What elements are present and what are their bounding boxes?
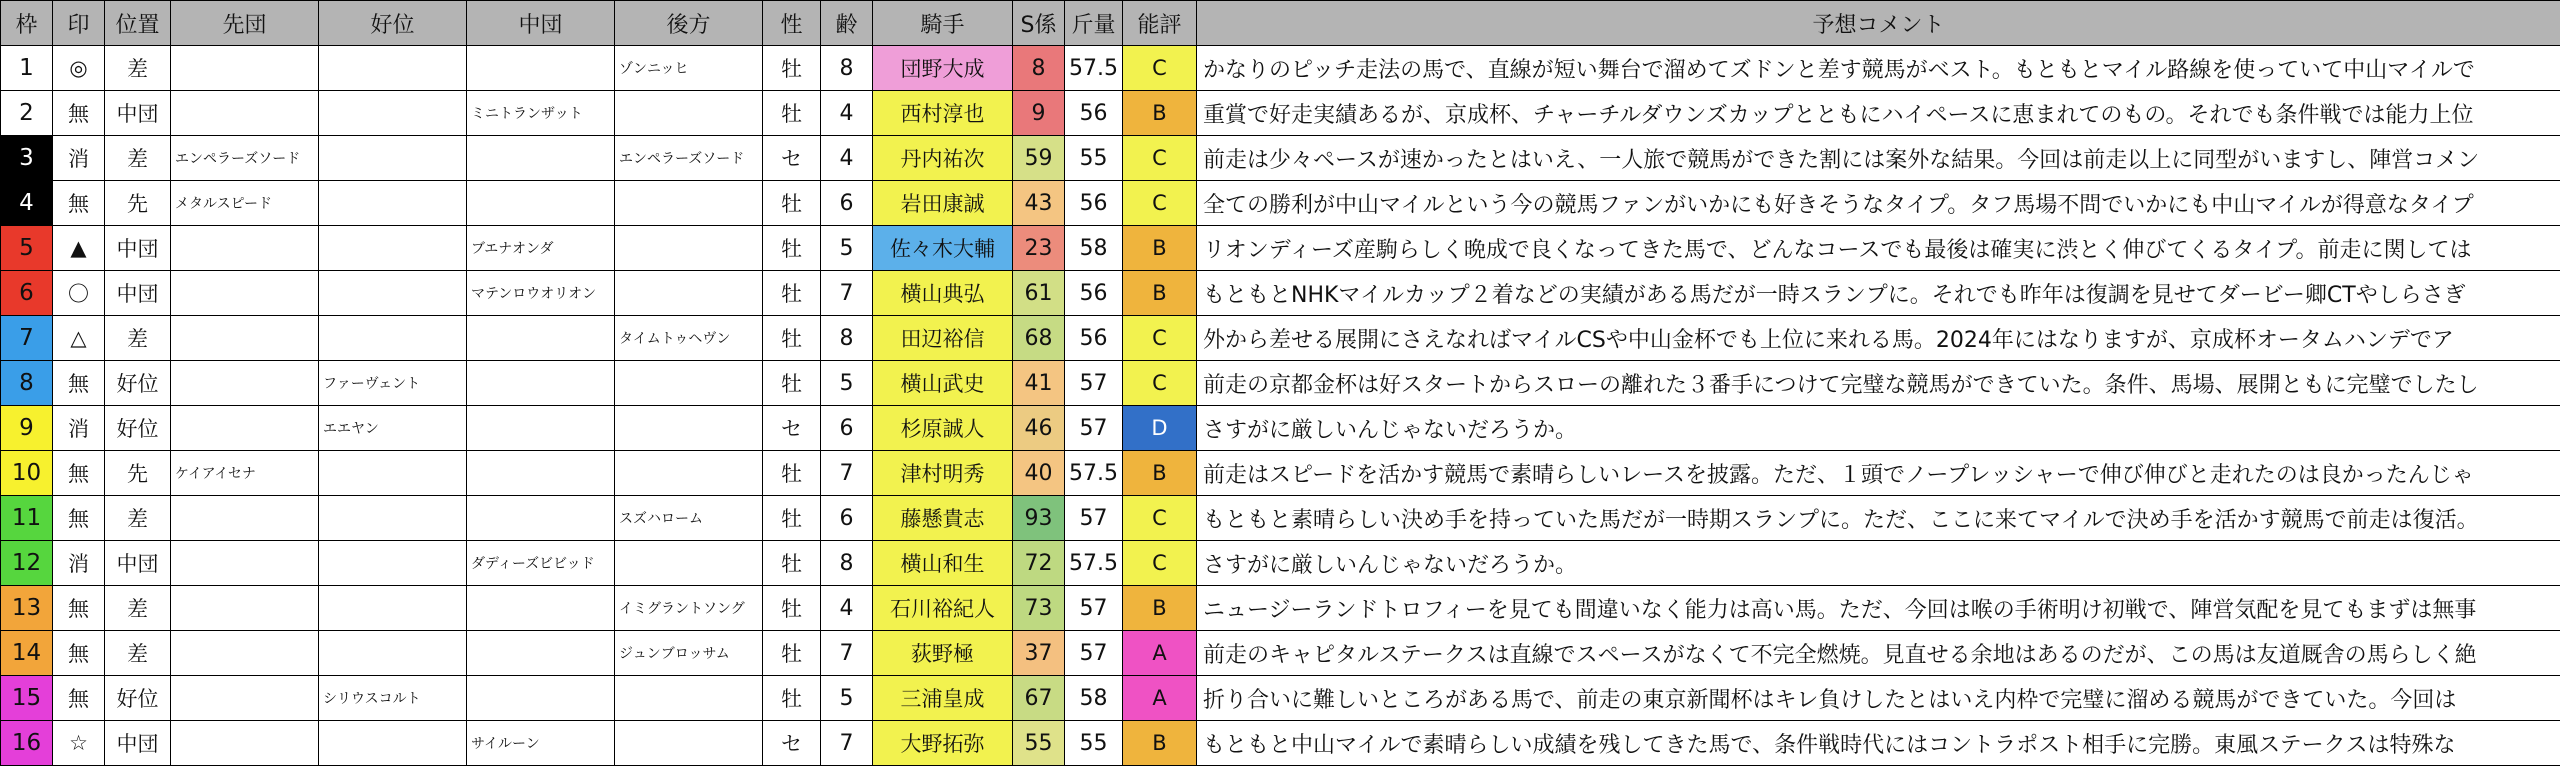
chudan-cell [467, 361, 615, 406]
rank-cell: A [1123, 676, 1197, 721]
koui-cell [319, 586, 467, 631]
koui-cell [319, 226, 467, 271]
sendan-cell: メタルスピード [171, 181, 319, 226]
sendan-cell [171, 46, 319, 91]
kouho-cell [615, 361, 763, 406]
s-score-cell: 59 [1013, 136, 1065, 181]
waku-cell: 7 [1, 316, 53, 361]
chudan-cell: サイルーン [467, 721, 615, 766]
rank-cell: B [1123, 226, 1197, 271]
position-cell: 差 [105, 496, 171, 541]
mark-cell: 消 [53, 541, 105, 586]
comment-cell: 前走の京都金杯は好スタートからスローの離れた３番手につけて完璧な競馬ができていた。条件、馬場、展開ともに完璧でしたし [1197, 361, 2560, 406]
waku-cell: 1 [1, 46, 53, 91]
sex-cell: 牡 [763, 676, 821, 721]
comment-cell: さすがに厳しいんじゃないだろうか。 [1197, 406, 2560, 451]
age-cell: 6 [821, 181, 873, 226]
kouho-cell [615, 181, 763, 226]
koui-cell [319, 271, 467, 316]
koui-cell: エエヤン [319, 406, 467, 451]
waku-cell: 4 [1, 181, 53, 226]
koui-cell [319, 181, 467, 226]
sex-cell: 牡 [763, 181, 821, 226]
kouho-cell: ジュンブロッサム [615, 631, 763, 676]
rank-cell: B [1123, 271, 1197, 316]
column-header: S係 [1013, 1, 1065, 46]
rank-cell: B [1123, 451, 1197, 496]
chudan-cell: マテンロウオリオン [467, 271, 615, 316]
chudan-cell [467, 451, 615, 496]
weight-cell: 57 [1065, 406, 1123, 451]
sex-cell: セ [763, 136, 821, 181]
position-cell: 中団 [105, 541, 171, 586]
comment-cell: ニュージーランドトロフィーを見ても間違いなく能力は高い馬。ただ、今回は喉の手術明け初戦で、陣営気配を見てもまずは無事 [1197, 586, 2560, 631]
kouho-cell [615, 226, 763, 271]
waku-cell: 13 [1, 586, 53, 631]
kouho-cell [615, 271, 763, 316]
weight-cell: 57 [1065, 631, 1123, 676]
weight-cell: 56 [1065, 181, 1123, 226]
sendan-cell [171, 541, 319, 586]
rank-cell: C [1123, 361, 1197, 406]
koui-cell [319, 631, 467, 676]
waku-cell: 2 [1, 91, 53, 136]
weight-cell: 57.5 [1065, 541, 1123, 586]
table-row [1, 586, 2560, 631]
table-row [1, 136, 2560, 181]
mark-cell: 無 [53, 181, 105, 226]
s-score-cell: 9 [1013, 91, 1065, 136]
jockey-cell: 田辺裕信 [873, 316, 1013, 361]
sex-cell: 牡 [763, 586, 821, 631]
kouho-cell: タイムトゥヘヴン [615, 316, 763, 361]
s-score-cell: 55 [1013, 721, 1065, 766]
kouho-cell [615, 91, 763, 136]
weight-cell: 55 [1065, 136, 1123, 181]
column-header: 齢 [821, 1, 873, 46]
waku-cell: 5 [1, 226, 53, 271]
jockey-cell: 大野拓弥 [873, 721, 1013, 766]
position-cell: 差 [105, 631, 171, 676]
sex-cell: 牡 [763, 271, 821, 316]
table-row [1, 226, 2560, 271]
age-cell: 6 [821, 406, 873, 451]
sendan-cell [171, 361, 319, 406]
kouho-cell [615, 541, 763, 586]
column-header: 斤量 [1065, 1, 1123, 46]
table-row [1, 271, 2560, 316]
mark-cell: ☆ [53, 721, 105, 766]
waku-cell: 15 [1, 676, 53, 721]
mark-cell: 無 [53, 361, 105, 406]
sendan-cell [171, 316, 319, 361]
table-row [1, 46, 2560, 91]
kouho-cell: エンペラーズソード [615, 136, 763, 181]
comment-cell: 前走はスピードを活かす競馬で素晴らしいレースを披露。ただ、１頭でノープレッシャーで伸び伸びと走れたのは良かったんじゃ [1197, 451, 2560, 496]
sendan-cell [171, 496, 319, 541]
koui-cell: シリウスコルト [319, 676, 467, 721]
jockey-cell: 岩田康誠 [873, 181, 1013, 226]
sex-cell: 牡 [763, 451, 821, 496]
koui-cell [319, 136, 467, 181]
chudan-cell [467, 316, 615, 361]
mark-cell: 無 [53, 91, 105, 136]
koui-cell: ファーヴェント [319, 361, 467, 406]
comment-cell: 重賞で好走実績あるが、京成杯、チャーチルダウンズカップとともにハイペースに恵まれてのもの。それでも条件戦では能力上位 [1197, 91, 2560, 136]
table-row [1, 676, 2560, 721]
sex-cell: セ [763, 406, 821, 451]
position-cell: 先 [105, 181, 171, 226]
table-row [1, 496, 2560, 541]
chudan-cell: ミニトランザット [467, 91, 615, 136]
jockey-cell: 横山典弘 [873, 271, 1013, 316]
jockey-cell: 横山武史 [873, 361, 1013, 406]
position-cell: 差 [105, 586, 171, 631]
chudan-cell [467, 586, 615, 631]
column-header: 位置 [105, 1, 171, 46]
chudan-cell [467, 46, 615, 91]
column-header: 中団 [467, 1, 615, 46]
mark-cell: 無 [53, 676, 105, 721]
chudan-cell: ブエナオンダ [467, 226, 615, 271]
jockey-cell: 丹内祐次 [873, 136, 1013, 181]
s-score-cell: 73 [1013, 586, 1065, 631]
kouho-cell [615, 451, 763, 496]
age-cell: 6 [821, 496, 873, 541]
rank-cell: C [1123, 181, 1197, 226]
jockey-cell: 津村明秀 [873, 451, 1013, 496]
mark-cell: 無 [53, 631, 105, 676]
sex-cell: 牡 [763, 631, 821, 676]
weight-cell: 58 [1065, 226, 1123, 271]
column-header: 後方 [615, 1, 763, 46]
jockey-cell: 三浦皇成 [873, 676, 1013, 721]
waku-cell: 16 [1, 721, 53, 766]
s-score-cell: 43 [1013, 181, 1065, 226]
weight-cell: 57.5 [1065, 451, 1123, 496]
kouho-cell: イミグラントソング [615, 586, 763, 631]
jockey-cell: 団野大成 [873, 46, 1013, 91]
age-cell: 4 [821, 586, 873, 631]
koui-cell [319, 316, 467, 361]
s-score-cell: 67 [1013, 676, 1065, 721]
waku-cell: 3 [1, 136, 53, 181]
position-cell: 差 [105, 46, 171, 91]
comment-cell: かなりのピッチ走法の馬で、直線が短い舞台で溜めてズドンと差す競馬がベスト。もともとマイル路線を使っていて中山マイルで [1197, 46, 2560, 91]
position-cell: 先 [105, 451, 171, 496]
rank-cell: B [1123, 721, 1197, 766]
chudan-cell [467, 631, 615, 676]
table-row [1, 451, 2560, 496]
s-score-cell: 8 [1013, 46, 1065, 91]
mark-cell: ▲ [53, 226, 105, 271]
sendan-cell [171, 676, 319, 721]
table-row [1, 316, 2560, 361]
jockey-cell: 西村淳也 [873, 91, 1013, 136]
mark-cell: 無 [53, 451, 105, 496]
position-cell: 中団 [105, 271, 171, 316]
column-header: 好位 [319, 1, 467, 46]
jockey-cell: 藤懸貴志 [873, 496, 1013, 541]
table-row [1, 541, 2560, 586]
table-body [1, 46, 2560, 766]
position-cell: 差 [105, 316, 171, 361]
s-score-cell: 72 [1013, 541, 1065, 586]
comment-cell: もともと素晴らしい決め手を持っていた馬だが一時期スランプに。ただ、ここに来てマイルで決め手を活かす競馬で前走は復活。 [1197, 496, 2560, 541]
jockey-cell: 石川裕紀人 [873, 586, 1013, 631]
age-cell: 7 [821, 631, 873, 676]
mark-cell: 消 [53, 406, 105, 451]
weight-cell: 57 [1065, 496, 1123, 541]
sendan-cell [171, 271, 319, 316]
mark-cell: 消 [53, 136, 105, 181]
s-score-cell: 93 [1013, 496, 1065, 541]
s-score-cell: 46 [1013, 406, 1065, 451]
column-header: 性 [763, 1, 821, 46]
jockey-cell: 荻野極 [873, 631, 1013, 676]
table-row [1, 181, 2560, 226]
sex-cell: 牡 [763, 226, 821, 271]
position-cell: 中団 [105, 91, 171, 136]
column-header: 騎手 [873, 1, 1013, 46]
kouho-cell: スズハローム [615, 496, 763, 541]
waku-cell: 11 [1, 496, 53, 541]
age-cell: 4 [821, 136, 873, 181]
mark-cell: 〇 [53, 271, 105, 316]
chudan-cell [467, 496, 615, 541]
comment-cell: 前走のキャピタルステークスは直線でスペースがなくて不完全燃焼。見直せる余地はあるのだが、この馬は友道厩舎の馬らしく絶 [1197, 631, 2560, 676]
koui-cell [319, 541, 467, 586]
rank-cell: B [1123, 586, 1197, 631]
sendan-cell [171, 226, 319, 271]
rank-cell: C [1123, 136, 1197, 181]
kouho-cell [615, 406, 763, 451]
sendan-cell [171, 91, 319, 136]
sendan-cell [171, 721, 319, 766]
age-cell: 8 [821, 46, 873, 91]
weight-cell: 57.5 [1065, 46, 1123, 91]
rank-cell: C [1123, 46, 1197, 91]
header-row [1, 1, 2560, 46]
position-cell: 中団 [105, 226, 171, 271]
column-header: 枠 [1, 1, 53, 46]
s-score-cell: 68 [1013, 316, 1065, 361]
age-cell: 8 [821, 541, 873, 586]
rank-cell: D [1123, 406, 1197, 451]
waku-cell: 8 [1, 361, 53, 406]
sex-cell: セ [763, 721, 821, 766]
sex-cell: 牡 [763, 46, 821, 91]
comment-cell: もともとNHKマイルカップ２着などの実績がある馬だが一時スランプに。それでも昨年は復調を見せてダービー卿CTやしらさぎ [1197, 271, 2560, 316]
mark-cell: △ [53, 316, 105, 361]
column-header: 先団 [171, 1, 319, 46]
rank-cell: C [1123, 541, 1197, 586]
weight-cell: 57 [1065, 586, 1123, 631]
sendan-cell [171, 406, 319, 451]
table-row [1, 631, 2560, 676]
position-cell: 好位 [105, 406, 171, 451]
comment-cell: 前走は少々ペースが速かったとはいえ、一人旅で競馬ができた割には案外な結果。今回は前走以上に同型がいますし、陣営コメン [1197, 136, 2560, 181]
s-score-cell: 37 [1013, 631, 1065, 676]
sendan-cell [171, 586, 319, 631]
koui-cell [319, 91, 467, 136]
sex-cell: 牡 [763, 361, 821, 406]
sex-cell: 牡 [763, 541, 821, 586]
koui-cell [319, 721, 467, 766]
kouho-cell [615, 721, 763, 766]
comment-cell: 外から差せる展開にさえなればマイルCSや中山金杯でも上位に来れる馬。2024年にはなりますが、京成杯オータムハンデでア [1197, 316, 2560, 361]
sendan-cell: ケイアイセナ [171, 451, 319, 496]
table-row [1, 91, 2560, 136]
comment-cell: 折り合いに難しいところがある馬で、前走の東京新聞杯はキレ負けしたとはいえ内枠で完璧に溜める競馬ができていた。今回は [1197, 676, 2560, 721]
age-cell: 5 [821, 361, 873, 406]
position-cell: 差 [105, 136, 171, 181]
column-header: 予想コメント [1197, 1, 2560, 46]
table-row [1, 361, 2560, 406]
kouho-cell [615, 676, 763, 721]
weight-cell: 56 [1065, 91, 1123, 136]
mark-cell: 無 [53, 586, 105, 631]
mark-cell: ◎ [53, 46, 105, 91]
position-cell: 中団 [105, 721, 171, 766]
age-cell: 4 [821, 91, 873, 136]
sendan-cell [171, 631, 319, 676]
koui-cell [319, 46, 467, 91]
weight-cell: 55 [1065, 721, 1123, 766]
sex-cell: 牡 [763, 496, 821, 541]
waku-cell: 14 [1, 631, 53, 676]
column-header: 能評 [1123, 1, 1197, 46]
age-cell: 5 [821, 676, 873, 721]
chudan-cell [467, 181, 615, 226]
table-row [1, 406, 2560, 451]
age-cell: 7 [821, 271, 873, 316]
s-score-cell: 23 [1013, 226, 1065, 271]
age-cell: 5 [821, 226, 873, 271]
rank-cell: C [1123, 316, 1197, 361]
sex-cell: 牡 [763, 91, 821, 136]
position-cell: 好位 [105, 361, 171, 406]
s-score-cell: 40 [1013, 451, 1065, 496]
waku-cell: 6 [1, 271, 53, 316]
column-header: 印 [53, 1, 105, 46]
waku-cell: 10 [1, 451, 53, 496]
rank-cell: C [1123, 496, 1197, 541]
rank-cell: B [1123, 91, 1197, 136]
chudan-cell [467, 406, 615, 451]
age-cell: 8 [821, 316, 873, 361]
kouho-cell: ゾンニッヒ [615, 46, 763, 91]
weight-cell: 56 [1065, 316, 1123, 361]
s-score-cell: 41 [1013, 361, 1065, 406]
sex-cell: 牡 [763, 316, 821, 361]
waku-cell: 12 [1, 541, 53, 586]
waku-cell: 9 [1, 406, 53, 451]
koui-cell [319, 451, 467, 496]
table-row [1, 721, 2560, 766]
weight-cell: 57 [1065, 361, 1123, 406]
mark-cell: 無 [53, 496, 105, 541]
comment-cell: リオンディーズ産駒らしく晩成で良くなってきた馬で、どんなコースでも最後は確実に渋とく伸びてくるタイプ。前走に関しては [1197, 226, 2560, 271]
chudan-cell: ダディーズビビッド [467, 541, 615, 586]
jockey-cell: 横山和生 [873, 541, 1013, 586]
s-score-cell: 61 [1013, 271, 1065, 316]
comment-cell: もともと中山マイルで素晴らしい成績を残してきた馬で、条件戦時代にはコントラポスト相手に完勝。東風ステークスは特殊な [1197, 721, 2560, 766]
koui-cell [319, 496, 467, 541]
age-cell: 7 [821, 721, 873, 766]
rank-cell: A [1123, 631, 1197, 676]
jockey-cell: 杉原誠人 [873, 406, 1013, 451]
weight-cell: 58 [1065, 676, 1123, 721]
weight-cell: 56 [1065, 271, 1123, 316]
chudan-cell [467, 136, 615, 181]
position-cell: 好位 [105, 676, 171, 721]
age-cell: 7 [821, 451, 873, 496]
comment-cell: 全ての勝利が中山マイルという今の競馬ファンがいかにも好きそうなタイプ。タフ馬場不問でいかにも中山マイルが得意なタイプ [1197, 181, 2560, 226]
chudan-cell [467, 676, 615, 721]
comment-cell: さすがに厳しいんじゃないだろうか。 [1197, 541, 2560, 586]
jockey-cell: 佐々木大輔 [873, 226, 1013, 271]
sendan-cell: エンペラーズソード [171, 136, 319, 181]
